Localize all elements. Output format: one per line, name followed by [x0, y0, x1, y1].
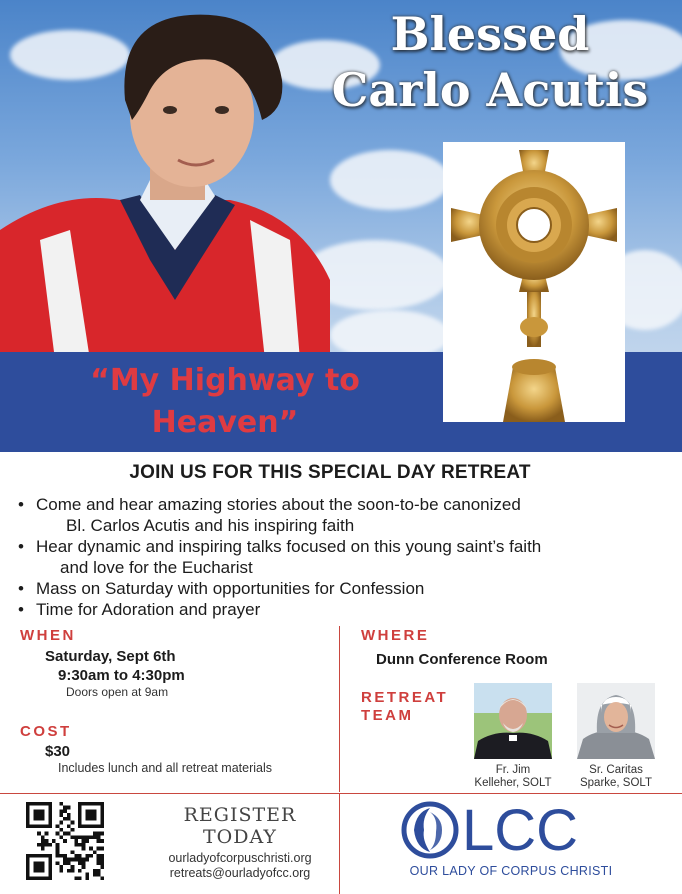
event-time: 9:30am to 4:30pm: [58, 667, 185, 684]
website-link[interactable]: ourladyofcorpuschristi.org: [168, 851, 312, 865]
section-heading: JOIN US FOR THIS SPECIAL DAY RETREAT: [129, 462, 531, 483]
register-line-1: REGISTER: [183, 804, 297, 826]
quote-line-1: “My Highway to: [90, 363, 360, 398]
doors-open-note: Doors open at 9am: [66, 685, 169, 699]
cloud: [330, 150, 450, 210]
retreat-theme-quote: [40, 360, 410, 444]
monstrance-image: [443, 142, 625, 422]
sr-caritas-photo: [577, 683, 655, 759]
member-name-continued: Sparke, SOLT: [579, 777, 652, 789]
bullet-text-continued: and love for the Eucharist: [60, 558, 253, 577]
register-today-heading: [150, 804, 330, 848]
title-line-1: Blessed: [390, 7, 590, 61]
column-divider: [339, 626, 340, 792]
bullet-text: Mass on Saturday with opportunities for Confession: [36, 579, 425, 598]
team-label-line-1: RETREAT: [361, 689, 449, 706]
bullet-text: Time for Adoration and prayer: [36, 600, 261, 619]
cost-label: COST: [20, 723, 72, 740]
member-name-continued: Kelleher, SOLT: [474, 777, 552, 789]
list-item: [14, 536, 664, 578]
email-link[interactable]: retreats@ourladyofcc.org: [169, 866, 311, 880]
footer-divider: [0, 793, 682, 794]
sr-caritas-caption: [561, 764, 671, 790]
fr-jim-photo: [474, 683, 552, 759]
when-label: WHEN: [20, 627, 76, 644]
bullet-text-continued: Bl. Carlos Acutis and his inspiring faith: [66, 516, 355, 535]
list-item: [14, 494, 664, 536]
where-label: WHERE: [361, 627, 430, 644]
title-line-2: Carlo Acutis: [331, 63, 649, 117]
cost-amount: $30: [45, 743, 71, 760]
registration-qr-code[interactable]: [26, 802, 104, 880]
page-title: [310, 6, 670, 118]
list-item: [14, 578, 664, 599]
cost-note: Includes lunch and all retreat materials: [58, 761, 273, 775]
register-line-2: TODAY: [203, 826, 277, 848]
fr-jim-caption: [458, 764, 568, 790]
bullet-text: Come and hear amazing stories about the soon-to-be canonized: [36, 495, 521, 514]
logo-subtitle: OUR LADY OF CORPUS CHRISTI: [409, 864, 613, 878]
carlo-portrait: [0, 0, 330, 360]
member-name: Sr. Caritas: [589, 764, 643, 776]
team-label-line-2: TEAM: [361, 707, 414, 724]
bullet-text: Hear dynamic and inspiring talks focused on this young saint’s faith: [36, 537, 542, 556]
team-label: [361, 689, 448, 725]
list-item: [14, 599, 664, 620]
quote-line-2: Heaven”: [151, 405, 299, 440]
retreat-highlights-list: [14, 494, 664, 620]
olcc-logo: [400, 800, 620, 860]
logo-letters: LCC: [462, 800, 579, 860]
event-date: Saturday, Sept 6th: [45, 648, 176, 665]
venue-name: Dunn Conference Room: [376, 651, 548, 668]
member-name: Fr. Jim: [495, 764, 531, 776]
